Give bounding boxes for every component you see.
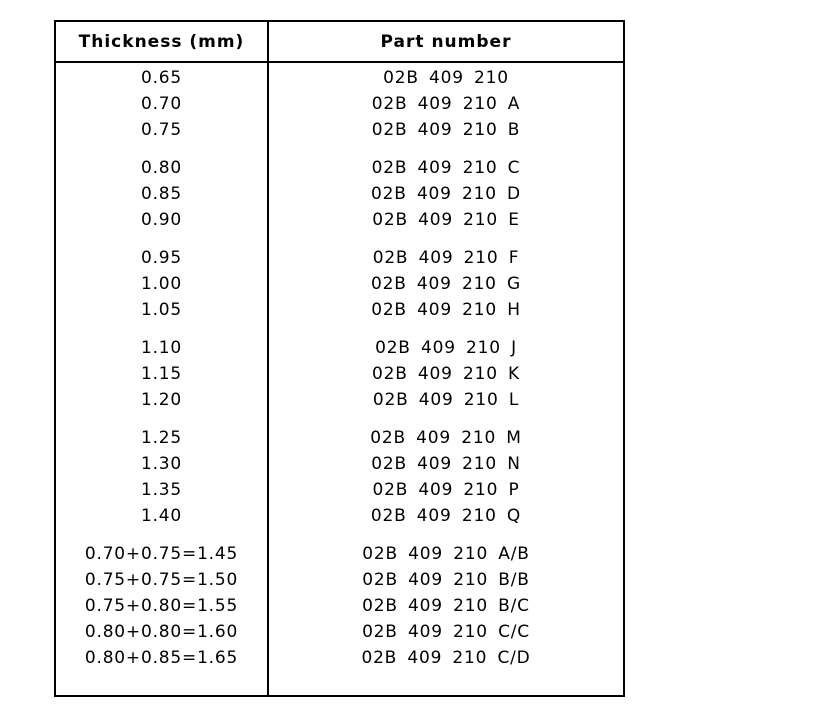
- part-number-cell: 02B 409 210 G: [371, 274, 521, 294]
- thickness-cell: 0.75+0.80=1.55: [84, 596, 239, 616]
- table-row: [56, 297, 623, 323]
- part-number-cell: 02B 409 210 Q: [370, 506, 522, 526]
- thickness-cell: 0.70: [140, 94, 183, 114]
- thickness-cell: 1.40: [140, 506, 183, 526]
- row-group: [56, 155, 623, 233]
- table-row: [56, 387, 623, 413]
- part-number-cell: 02B 409 210 N: [371, 454, 521, 474]
- table-row: [56, 117, 623, 143]
- shim-thickness-table: [54, 20, 625, 697]
- table-row: [56, 567, 623, 593]
- row-group: [56, 65, 623, 143]
- row-group: [56, 245, 623, 323]
- table-row: [56, 65, 623, 91]
- thickness-cell: 1.35: [140, 480, 183, 500]
- table-row: [56, 361, 623, 387]
- row-group: [56, 335, 623, 413]
- header-divider: [56, 61, 623, 63]
- thickness-cell: 0.70+0.75=1.45: [84, 544, 239, 564]
- table-row: [56, 335, 623, 361]
- part-number-cell: 02B 409 210 C: [371, 158, 521, 178]
- row-group: [56, 425, 623, 529]
- part-number-cell: 02B 409 210 M: [370, 428, 522, 448]
- row-group: [56, 541, 623, 671]
- thickness-cell: 1.15: [140, 364, 183, 384]
- table-row: [56, 619, 623, 645]
- table-row: [56, 91, 623, 117]
- table-row: [56, 593, 623, 619]
- thickness-cell: 0.75: [140, 120, 183, 140]
- table-row: [56, 245, 623, 271]
- thickness-cell: 0.80+0.80=1.60: [84, 622, 239, 642]
- table-row: [56, 425, 623, 451]
- part-number-cell: 02B 409 210 B: [371, 120, 521, 140]
- column-header-thickness: Thickness (mm): [78, 31, 245, 52]
- thickness-cell: 0.65: [140, 68, 183, 88]
- table-row: [56, 207, 623, 233]
- table-row: [56, 541, 623, 567]
- thickness-cell: 0.80+0.85=1.65: [84, 648, 239, 668]
- part-number-cell: 02B 409 210 J: [375, 338, 517, 358]
- part-number-cell: 02B 409 210 K: [372, 364, 520, 384]
- part-number-cell: 02B 409 210 L: [372, 390, 520, 410]
- table-row: [56, 155, 623, 181]
- column-header-part-number: Part number: [380, 31, 512, 52]
- table-row: [56, 645, 623, 671]
- part-number-cell: 02B 409 210 A: [371, 94, 521, 114]
- part-number-cell: 02B 409 210 A/B: [362, 544, 530, 564]
- thickness-cell: 0.85: [140, 184, 183, 204]
- thickness-cell: 0.75+0.75=1.50: [84, 570, 239, 590]
- thickness-cell: 1.10: [140, 338, 183, 358]
- part-number-cell: 02B 409 210 D: [371, 184, 521, 204]
- part-number-cell: 02B 409 210 F: [372, 248, 520, 268]
- table-row: [56, 271, 623, 297]
- thickness-cell: 0.80: [140, 158, 183, 178]
- table-row: [56, 503, 623, 529]
- part-number-cell: 02B 409 210 B/C: [362, 596, 530, 616]
- table-row: [56, 451, 623, 477]
- thickness-cell: 1.00: [140, 274, 183, 294]
- thickness-cell: 1.25: [140, 428, 183, 448]
- part-number-cell: 02B 409 210 H: [371, 300, 521, 320]
- thickness-cell: 1.20: [140, 390, 183, 410]
- table-row: [56, 477, 623, 503]
- thickness-cell: 0.90: [140, 210, 183, 230]
- thickness-cell: 1.05: [140, 300, 183, 320]
- part-number-cell: 02B 409 210 P: [372, 480, 520, 500]
- thickness-cell: 1.30: [140, 454, 183, 474]
- part-number-cell: 02B 409 210 C/C: [362, 622, 530, 642]
- part-number-cell: 02B 409 210 B/B: [362, 570, 530, 590]
- table-body: [56, 65, 623, 695]
- part-number-cell: 02B 409 210: [383, 68, 509, 88]
- table-row: [56, 181, 623, 207]
- part-number-cell: 02B 409 210 C/D: [361, 648, 531, 668]
- thickness-cell: 0.95: [140, 248, 183, 268]
- part-number-cell: 02B 409 210 E: [372, 210, 520, 230]
